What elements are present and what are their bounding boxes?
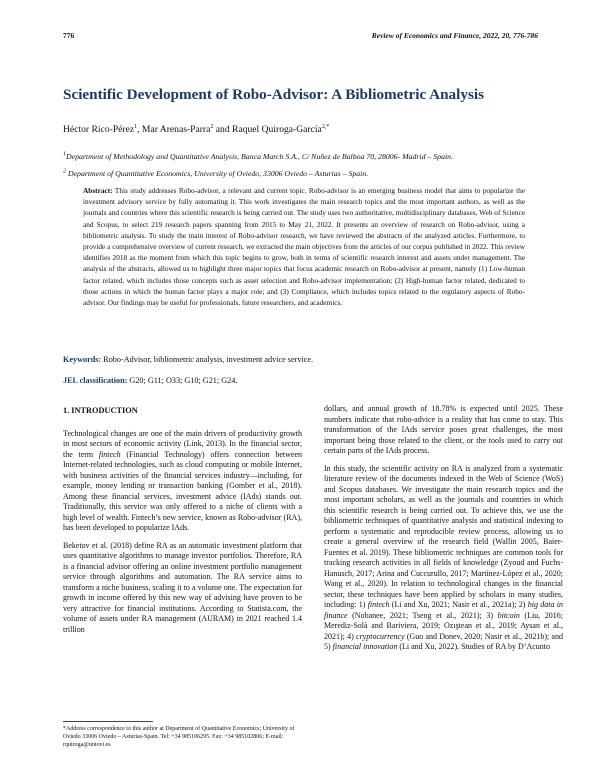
author-name: Raquel Quiroga-García	[232, 124, 322, 135]
paragraph: dollars, and annual growth of 18.78% is expected until 2025. These numbers indicate that robo-advice is a reality that has come to stay. This transformation of the IAds service poses great challenges, the most important being those related to the client, or the tools used to carry out certain parts of the IAds process.	[324, 404, 563, 455]
author-affiliation-mark: 1	[134, 123, 138, 130]
author-name: Mar Arenas-Parra	[141, 124, 211, 135]
author-affiliation-mark: 2	[210, 123, 214, 130]
abstract	[83, 185, 525, 308]
page-number: 776	[63, 31, 75, 40]
author-affiliation-mark: 2,*	[321, 123, 330, 130]
jel-codes: G20; G11; O33; G10; G21; G24.	[127, 376, 238, 385]
keywords-text: Robo-Advisor, bibliometric analysis, investment advice service.	[101, 355, 314, 364]
jel-classification	[63, 376, 237, 385]
footnote-rule	[63, 721, 153, 722]
paragraph: In this study, the scientific activity on RA is analyzed from a systematic literature review of the documents indexed in the Web of Science (WoS) and Scopus databases. We investigate the main research topics and the most important scholars, as well as the journals and countries in which this scientific research is being carried out. To achieve this, we use the bibliometric techniques of quantitative analysis and statistical indexing to perform a systematic and reproducible review process, allowing us to create a general overview of the research field (Wallin 2005, Baier-Fuentes et al. 2019). These bibliometric techniques are common tools for tracking research activities in all fields of knowledge (Zyoud and Fuchs-Hanusch, 2017; Arina and Cuccurullo, 2017; Martínez-López et al., 2020; Wang et al., 2020). In relation to technological changes in the financial sector, these techniques have been applied by scholars in many studies, including: 1) fintech (Li and Xu, 2021; Nasir et al., 2021a); 2) big data in finance (Nobanee, 2021; Tseng et al., 2021); 3) bitcoin (Liu, 2016; Merediz-Solà and Bariviera, 2019; Ozıştean et al., 2019; Aysan et al., 2021); 4) cryptocurrency (Guo and Donev, 2020; Nasir et al., 2021b); and 5) financial innovation (Li and Xu, 2022). Studies of RA by D’Acunto	[324, 463, 564, 651]
jel-label: JEL classification:	[63, 376, 128, 385]
right-column	[324, 404, 563, 660]
journal-header: Review of Economics and Finance, 2022, 20, 776-786	[371, 31, 538, 40]
paragraph: Beketov et al. (2018) define RA as an automatic investment platform that uses quantitative algorithms to manage investor portfolios. Therefore, RA is a financial advisor offering an online investment portfolio management service through algorithms and automation. The RA service aims to transform a niche business, scaling it to a volume one. The expectation for growth in income offered by this new way of advising have proven to be very attractive for financial institutions. According to Statista.com, the volume of assets under RA management (AURAM) in 2021 reached 1.4 trillion	[63, 540, 302, 634]
author-name: Héctor Rico-Pérez	[63, 124, 135, 135]
affiliation-2: $^2$ Department of Quantitative Economics, University of Oviedo, 33006 Oviedo – Asturias – Spain.	[63, 168, 369, 178]
keywords	[63, 355, 313, 364]
left-column	[63, 406, 302, 642]
keywords-label: Keywords:	[63, 355, 102, 364]
paper-title: Scientific Development of Robo-Advisor: A Bibliometric Analysis	[63, 86, 485, 103]
affiliation-1: $^1$Department of Methodology and Quantitative Analysis, Banca March S.A., C/ Nuñez de Balboa 70, 28006- Madrid – Spain.	[63, 151, 453, 161]
section-heading: 1. INTRODUCTION	[63, 406, 138, 415]
correspondence-footnote: *Address correspondence to this author at Department of Quantitative Economics; University of Oviedo 33006 Oviedo – Asturias-Spain. Tel: +34 985106295. Fax: +34 985102806; E-mail: rquiroga@uniovi.es	[63, 726, 295, 748]
paragraph: Technological changes are one of the main drivers of productivity growth in most sectors of economic activity (Link, 2013). In the financial sector, the term fintech (Financial Technology) offers connection between Internet-related technologies, such as cloud computing or mobile Internet, with business activities of the financial services industry—including, for example, money lending or transaction banking (Gomber et al., 2018). Among these financial services, investment advice (IAds) stands out. Traditionally, this service was only offered to a niche of clients with a high level of wealth. Fintech’s new service, known as Robo-advisor (RA), has been developed to popularize IAds.	[63, 428, 302, 532]
abstract-label: Abstract:	[83, 186, 113, 195]
abstract-text: This study addresses Robo-advisor, a relevant and current topic. Robo-advisor is an emerging business model that aims to popularize the investment advisory service by fully automating it. This work investigates the main research topics and the most important authors, as well as the journals and countries where this scientific research is being carried out. The study uses two authoritative, multidisciplinary databases, Web of Science and Scopus, to select 219 research papers spanning from 2015 to May 21, 2022. It presents an overview of research on Robo-advisor, using a bibliometric analysis. To study the main interest of Robo-advisor research, we have reviewed the abstracts of the analyzed articles. Furthermore, to provide a comprehensive overview of current research, we extracted the main objectives from the articles of our corpus published in 2022. This review identifies 2018 as the moment from which this topic begins to grow, both in terms of scientific research interest and assets under management. The analysis of the abstracts, allowed us to highlight three major topics that focus academic research on Robo-advisor at present, namely (1) Low-human factor related, which includes those concepts such as asset selection and Robo-advisor implementation; (2) High-human factor related, dedicated to those actions in which the human factor plays a major role; and (3) Compliance, which includes topics related to the regulatory aspects of Robo-advisor. Our findings may be useful for professionals, future researchers, and academics.	[83, 186, 525, 308]
author-list: Héctor Rico-Pérez$^1$, Mar Arenas-Parra$^2$ and Raquel Quiroga-García$^{2,*}$	[63, 123, 330, 135]
